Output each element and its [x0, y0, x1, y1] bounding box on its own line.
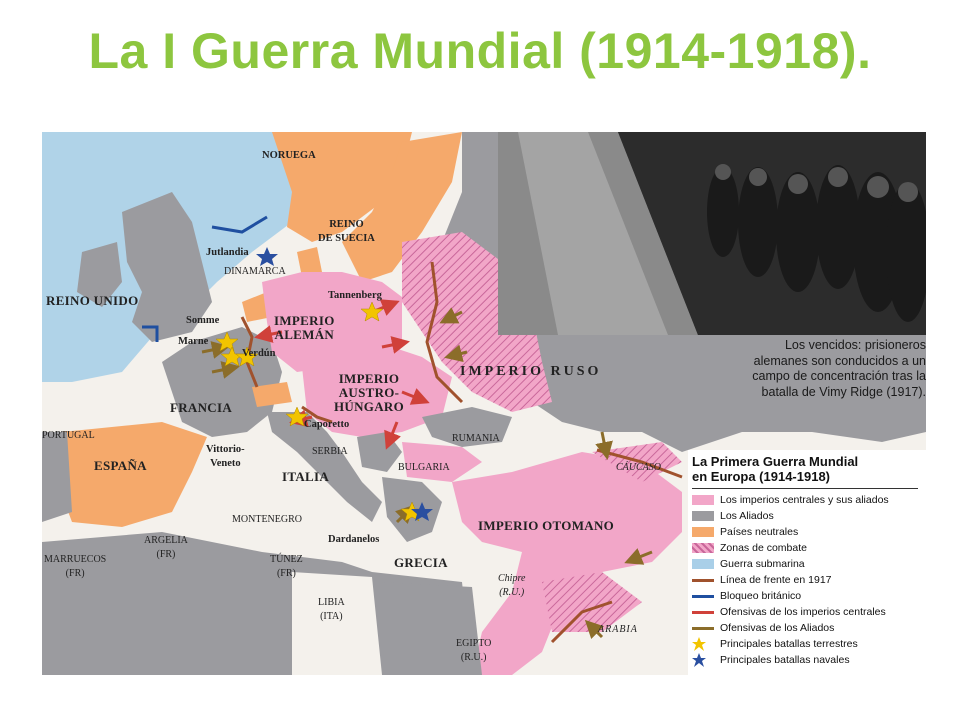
label-imperio-austro-hungaro — [334, 372, 404, 414]
label-portugal: PORTUGAL — [42, 430, 95, 441]
allied-offensive-swatch — [692, 627, 714, 630]
label-grecia: GRECIA — [394, 555, 448, 570]
caption-line: alemanes son conducidos a un — [753, 353, 926, 368]
label-serbia: SERBIA — [312, 446, 348, 457]
legend-item-allies — [692, 510, 924, 523]
submarine-swatch — [692, 559, 714, 569]
label-line: LIBIA — [318, 597, 345, 608]
label-line: Veneto — [210, 458, 241, 469]
label-line: REINO — [329, 219, 364, 230]
caption-line: batalla de Vimy Ridge (1917). — [761, 384, 926, 399]
label-vittorio-veneto — [206, 443, 245, 471]
historical-map — [42, 132, 926, 675]
caption-line: Los vencidos: prisioneros — [784, 338, 926, 352]
label-chipre — [498, 572, 525, 600]
label-caporetto: Caporetto — [304, 419, 350, 430]
map-legend — [688, 450, 926, 675]
label-line: (R.U.) — [460, 652, 487, 663]
label-line: ARGELIA — [144, 535, 188, 546]
label-line: (ITA) — [320, 611, 343, 622]
slide-title: La I Guerra Mundial (1914-1918). — [88, 23, 872, 79]
label-montenegro: MONTENEGRO — [232, 514, 302, 525]
legend-item-allied-offensive — [692, 622, 924, 635]
legend-item-central-offensive — [692, 606, 924, 619]
label-tannenberg: Tannenberg — [328, 290, 382, 301]
label-line: (FR) — [65, 568, 85, 579]
photo-graphic — [498, 132, 926, 335]
label-libia — [318, 596, 345, 624]
legend-item-combat-zones — [692, 542, 924, 555]
label-line: (FR) — [156, 549, 176, 560]
central-offensive-swatch — [692, 611, 714, 614]
legend-label: Bloqueo británico — [720, 590, 802, 602]
label-rumania: RUMANIA — [452, 433, 500, 444]
label-line: TÚNEZ — [270, 554, 303, 565]
legend-label: Los Aliados — [720, 510, 774, 522]
label-argelia — [144, 534, 188, 562]
label-verdun: Verdún — [242, 348, 276, 359]
label-line: Chipre — [498, 573, 526, 584]
legend-label: Línea de frente en 1917 — [720, 574, 832, 586]
caption-line: campo de concentración tras la — [752, 369, 926, 383]
naval-battle-star-icon — [692, 653, 706, 667]
label-line: IMPERIO — [274, 313, 335, 328]
label-line: ALEMÁN — [274, 327, 335, 342]
blockade-swatch — [692, 595, 714, 598]
legend-label: Los imperios centrales y sus aliados — [720, 494, 889, 506]
label-noruega: NORUEGA — [262, 150, 316, 161]
legend-item-neutral — [692, 526, 924, 539]
legend-item-naval-battles — [692, 654, 924, 667]
label-francia: FRANCIA — [170, 400, 233, 415]
legend-label: Guerra submarina — [720, 558, 805, 570]
allies-swatch — [692, 511, 714, 521]
central-powers-swatch — [692, 495, 714, 505]
land-battle-star-icon — [692, 637, 706, 651]
label-line: EGIPTO — [456, 638, 492, 649]
legend-label: Ofensivas de los Aliados — [720, 622, 835, 634]
legend-title — [692, 454, 922, 484]
legend-item-central-powers — [692, 494, 924, 507]
label-espana: ESPAÑA — [94, 458, 147, 473]
label-arabia: ARABIA — [598, 624, 638, 635]
front-line-swatch — [692, 579, 714, 582]
neutral-swatch — [692, 527, 714, 537]
legend-label: Ofensivas de los imperios centrales — [720, 606, 886, 618]
prisoners-photo — [498, 132, 926, 335]
legend-divider — [692, 488, 918, 489]
label-bulgaria: BULGARIA — [398, 462, 450, 473]
label-caucaso: CÁUCASO — [616, 462, 661, 473]
combat-zone-swatch — [692, 543, 714, 553]
label-line: MARRUECOS — [44, 554, 107, 565]
legend-label: Principales batallas terrestres — [720, 638, 858, 650]
photo-caption — [682, 338, 926, 400]
label-reino-suecia — [318, 218, 375, 246]
label-line: HÚNGARO — [334, 399, 404, 414]
label-line: AUSTRO- — [338, 385, 400, 400]
label-somme: Somme — [186, 315, 220, 326]
label-dinamarca: DINAMARCA — [224, 266, 286, 277]
label-dardanelos: Dardanelos — [328, 534, 380, 545]
legend-item-submarine — [692, 558, 924, 571]
label-line: DE SUECIA — [318, 233, 375, 244]
label-line: Vittorio- — [206, 444, 245, 455]
legend-item-land-battles — [692, 638, 924, 651]
label-line: (FR) — [276, 568, 296, 579]
label-egipto — [456, 637, 491, 665]
label-imperio-ruso: IMPERIO RUSO — [460, 364, 602, 379]
label-marne: Marne — [178, 336, 209, 347]
legend-title-line: La Primera Guerra Mundial — [692, 454, 859, 469]
label-imperio-aleman — [274, 314, 335, 342]
label-imperio-otomano: IMPERIO OTOMANO — [478, 518, 615, 533]
legend-item-blockade — [692, 590, 924, 603]
legend-item-front-line — [692, 574, 924, 587]
legend-label: Países neutrales — [720, 526, 799, 538]
portugal — [42, 432, 72, 522]
label-line: (R.U.) — [499, 587, 525, 598]
label-jutlandia: Jutlandia — [206, 247, 249, 258]
label-tunez — [270, 553, 303, 581]
legend-label: Principales batallas navales — [720, 654, 850, 666]
label-italia: ITALIA — [282, 469, 330, 484]
label-line: IMPERIO — [338, 371, 400, 386]
legend-label: Zonas de combate — [720, 542, 807, 554]
legend-title-line: en Europa (1914-1918) — [692, 469, 831, 484]
label-reino-unido: REINO UNIDO — [46, 293, 139, 308]
label-marruecos — [44, 553, 106, 581]
